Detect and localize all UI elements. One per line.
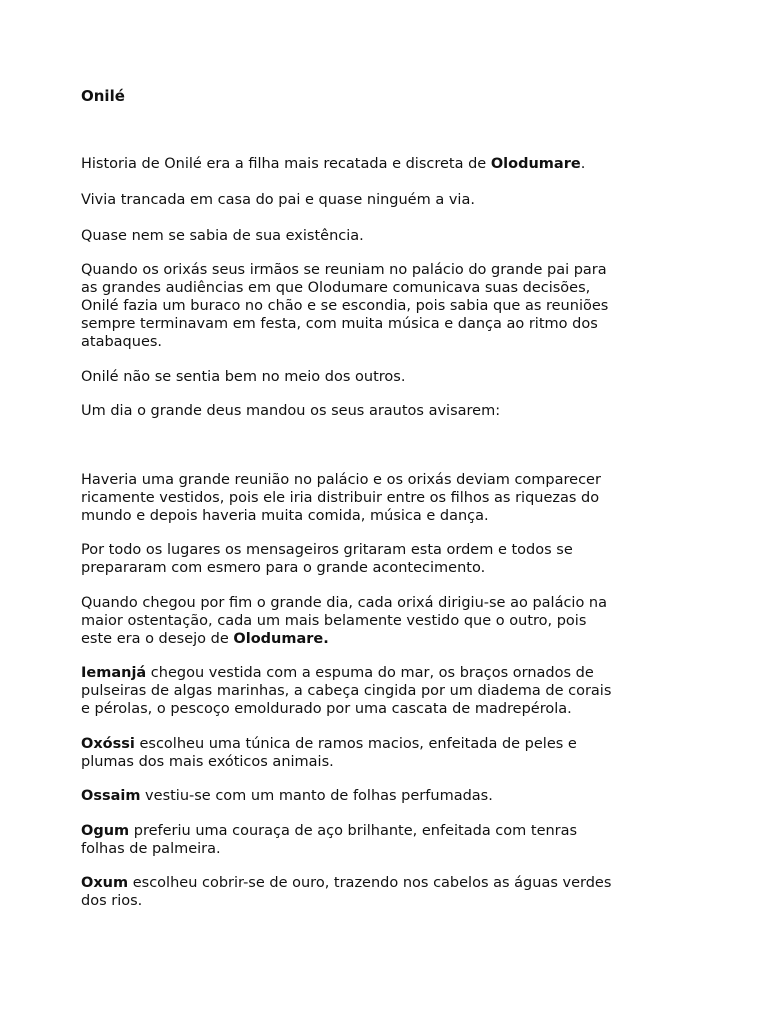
paragraph-8 — [81, 541, 681, 577]
paragraph-text: Historia de Onilé era a filha mais recatada e discreta de — [81, 156, 491, 172]
paragraph-text: escolheu cobrir-se de ouro, trazendo nos cabelos as águas verdes dos rios. — [81, 875, 612, 909]
paragraph-2 — [81, 191, 681, 209]
paragraph-text: vestiu-se com um manto de folhas perfumadas. — [140, 788, 493, 804]
orixa-name: Ogum — [81, 823, 130, 839]
paragraph-text: escolheu uma túnica de ramos macios, enfeitada de peles e plumas dos mais exóticos animais. — [81, 736, 577, 770]
paragraph-text: Vivia trancada em casa do pai e quase ninguém a via. — [81, 192, 475, 208]
paragraph-text: Haveria uma grande reunião no palácio e os orixás deviam comparecer ricamente vestidos, pois ele iria distribuir entre os filhos as riquezas do mundo e depois haveria muita comida, música e dança. — [81, 472, 601, 524]
paragraph-text: Onilé não se sentia bem no meio dos outros. — [81, 369, 406, 385]
paragraph-text: . — [580, 156, 586, 172]
paragraph-text: chegou vestida com a espuma do mar, os braços ornados de pulseiras de algas marinhas, a cabeça cingida por um diadema de corais e pérolas, o pescoço emoldurado por uma cascata de madrepérola. — [81, 665, 612, 717]
paragraph-text: Um dia o grande deus mandou os seus arautos avisarem: — [81, 403, 501, 419]
orixa-name: Iemanjá — [81, 665, 147, 681]
orixa-name: Ossaim — [81, 788, 141, 804]
paragraph-3 — [81, 227, 681, 245]
paragraph-7 — [81, 471, 681, 525]
paragraph-text: Quando os orixás seus irmãos se reuniam no palácio do grande pai para as grandes audiências em que Olodumare comunicava suas decisões, Onilé fazia um buraco no chão e se escondia, pois sabia que as reuniões sempre terminavam em festa, com muita música e dança ao ritmo dos atabaques. — [81, 262, 609, 350]
paragraph-oxossi — [81, 735, 681, 771]
paragraph-text: Quase nem se sabia de sua existência. — [81, 228, 364, 244]
paragraph-ogum — [81, 822, 681, 858]
orixa-name: Oxum — [81, 875, 129, 891]
paragraph-bold-text: Olodumare. — [233, 631, 329, 647]
paragraph-6 — [81, 402, 681, 420]
paragraph-ossaim — [81, 787, 681, 805]
paragraph-5 — [81, 368, 681, 386]
paragraph-text: Por todo os lugares os mensageiros gritaram esta ordem e todos se prepararam com esmero para o grande acontecimento. — [81, 542, 573, 576]
paragraph-1 — [81, 155, 681, 173]
orixa-name: Oxóssi — [81, 736, 135, 752]
paragraph-4 — [81, 261, 681, 351]
paragraph-text: Quando chegou por fim o grande dia, cada orixá dirigiu-se ao palácio na maior ostentação, cada um mais belamente vestido que o outro, pois este era o desejo de — [81, 595, 608, 647]
paragraph-text: preferiu uma couraça de aço brilhante, enfeitada com tenras folhas de palmeira. — [81, 823, 578, 857]
paragraph-9 — [81, 594, 681, 648]
document-title: Onilé — [81, 87, 125, 105]
paragraph-bold-text: Olodumare — [490, 156, 581, 172]
paragraph-oxum — [81, 874, 681, 910]
paragraph-iemanja — [81, 664, 681, 718]
